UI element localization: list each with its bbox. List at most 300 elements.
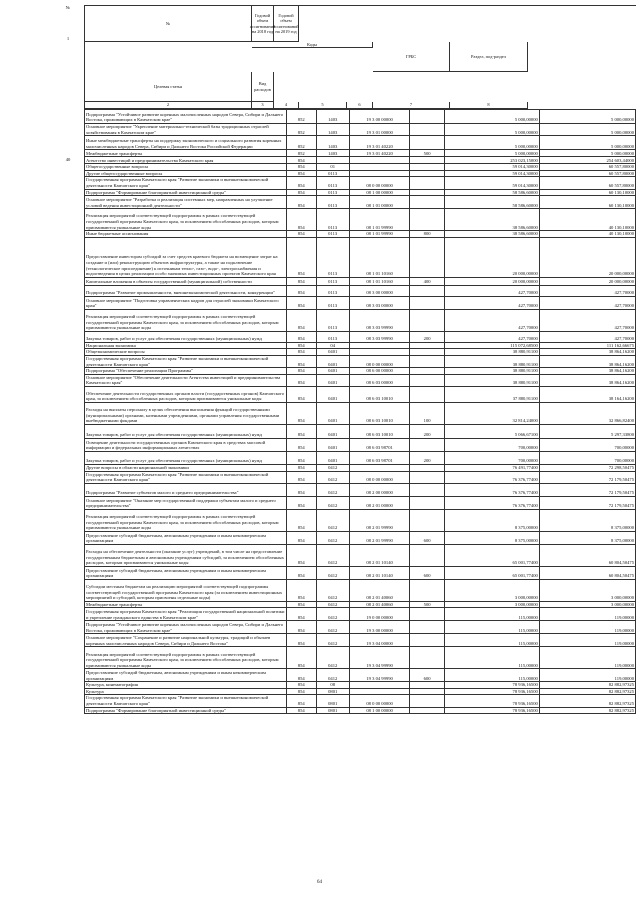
row-amount-2018: 59 014,30000 [444,170,539,177]
row-name: Межбюджетные трансферты [85,150,287,157]
row-amount-2019: 5 000,00000 [539,124,635,136]
row-expense-type [410,438,444,451]
header-vr: Вид расходов [252,72,274,102]
header-year-2018: Годовой объем ассигнований на 2018 год [252,6,274,42]
row-target-article [349,349,410,356]
row-target-article: 08 1 01 99990 [349,231,410,238]
row-target-article [349,164,410,171]
row-name: Закупка товаров, работ и услуг для обеспечения государственных (муниципальных) нужд [85,424,287,438]
table-row [85,682,636,689]
table-row [85,634,636,647]
row-expense-type [410,349,444,356]
row-amount-2018: 3 000,00000 [444,601,539,608]
row-expense-type [410,136,444,150]
row-amount-2018: 37 880,91100 [444,386,539,402]
row-amount-2018: 5 000,00000 [444,124,539,136]
header-grbs: ГРБС [373,42,450,72]
table-row [85,544,636,566]
row-razdel: 0412 [316,544,349,566]
row-amount-2018: 78 936,16500 [444,682,539,689]
row-expense-type [410,471,444,483]
row-amount-2019: 38 164,16200 [539,386,635,402]
table-row [85,669,636,682]
row-name: Подпрограмма "Развитие субъектов малого и среднего предпринимательства" [85,483,287,496]
row-name: Закупка товаров, работ и услуг для обеспечения государственных (муниципальных) нужд [85,331,287,342]
table-row [85,196,636,209]
row-amount-2018: 115,00000 [444,647,539,669]
row-razdel: 0412 [316,669,349,682]
header-year-2019: Годовой объем ассигнований на 2019 год [274,6,299,42]
table-row [85,296,636,309]
row-name: Реализация мероприятий соответствующей подпрограммы в рамках соответствующей государственной программы Камчатского края, за исключением обособленных расходов, которым присваиваются уникальные коды [85,309,287,331]
row-target-article: 08 2 00 00000 [349,483,410,496]
row-amount-2019: 60 130,10000 [539,189,635,196]
row-grbs: 854 [286,608,316,621]
row-amount-2018: 38 880,91100 [444,349,539,356]
row-razdel: 08 [316,682,349,689]
row-target-article: 08 0 00 00000 [349,355,410,367]
row-grbs: 854 [286,471,316,483]
table-row [85,566,636,579]
row-grbs: 852 [286,124,316,136]
row-razdel: 0401 [316,349,349,356]
budget-table [84,109,636,714]
row-target-article: 08 6 03 00000 [349,374,410,386]
row-razdel: 0113 [316,277,349,285]
row-grbs: 854 [286,402,316,424]
header-codes: Коды [252,42,373,48]
row-amount-2019: 82 882,97325 [539,688,635,695]
row-expense-type [410,355,444,367]
row-expense-type: 200 [410,451,444,464]
table-row [85,209,636,231]
row-amount-2019: 427,70000 [539,285,635,296]
row-razdel: 0113 [316,189,349,196]
row-amount-2018: 38 586,60000 [444,209,539,231]
row-razdel: 0412 [316,531,349,544]
row-expense-type [410,608,444,621]
row-name: Предоставление субсидий бюджетным, автономным учреждениям и иным некоммерческим организациям [85,566,287,579]
row-amount-2019: 38 864,16200 [539,368,635,375]
row-grbs: 854 [286,438,316,451]
row-grbs: 854 [286,355,316,367]
row-amount-2019: 427,70000 [539,331,635,342]
row-name: Основное мероприятие "Подготовка управленческих кадров для отраслей экономики Камчатского края" [85,296,287,309]
table-header [84,5,636,102]
table-row [85,464,636,471]
row-razdel: 0801 [316,695,349,707]
table-row [85,386,636,402]
col-num: 6 [347,102,373,109]
table-row [85,374,636,386]
row-expense-type [410,509,444,531]
row-expense-type [410,189,444,196]
row-name: Основное мероприятие "Оказание мер государственной поддержки субъектам малого и среднего предпринимательства" [85,496,287,509]
table-row [85,531,636,544]
row-grbs: 854 [286,682,316,689]
row-amount-2018: 700,00000 [444,451,539,464]
row-grbs: 854 [286,634,316,647]
row-target-article: 08 2 01 10140 [349,566,410,579]
row-expense-type [410,688,444,695]
row-name: Культура, кинематография [85,682,287,689]
row-amount-2018: 115,00000 [444,634,539,647]
row-name: Государственная программа Камчатского края "Развитие экономики и внешнеэкономической деятельности Камчатского края" [85,695,287,707]
row-amount-2019: 60 804,50475 [539,566,635,579]
row-amount-2019: 119,00000 [539,621,635,634]
row-amount-2018: 115,00000 [444,621,539,634]
row-amount-2019: 427,70000 [539,296,635,309]
row-razdel: 0412 [316,496,349,509]
row-expense-type [410,164,444,171]
header-no-left: № [65,5,71,10]
table-row [85,189,636,196]
row-target-article: 08 1 01 10160 [349,277,410,285]
row-name: Основное мероприятие "Разработка и реализация системных мер, направленных на улучшение условий ведения инвестиционной деятельности" [85,196,287,209]
row-razdel: 0401 [316,438,349,451]
row-razdel: 0401 [316,386,349,402]
row-name: Расходы на обеспечение деятельности (оказание услуг) учреждений, в том числе на предоставление государственным бюджетным и автономным учреждениям субсидий, за исключением обособленных расходов, которым присваиваются уникальные коды [85,544,287,566]
row-target-article: 08 3 03 00000 [349,296,410,309]
row-name: Подпрограмма "Развитие промышленности, внешнеэкономической деятельности, конкуренции" [85,285,287,296]
row-expense-type [410,342,444,349]
row-amount-2018: 38 586,60000 [444,231,539,238]
row-razdel: 1403 [316,150,349,157]
row-expense-type: 400 [410,277,444,285]
row-expense-type [410,237,444,277]
row-amount-2018: 3 000,00000 [444,579,539,601]
row-razdel: 0412 [316,608,349,621]
row-name: Национальная экономика [85,342,287,349]
row-amount-2019: 111 162,66675 [539,342,635,349]
row-name: Подпрограмма "Формирование благоприятной инвестиционной среды" [85,707,287,714]
row-razdel: 0412 [316,483,349,496]
row-amount-2018: 700,00000 [444,438,539,451]
row-amount-2018: 5 066,67100 [444,424,539,438]
row-name: Государственная программа Камчатского края "Реализация государственной национальной политики и укрепление гражданского единства в Камчатском крае" [86,609,285,620]
row-razdel: 0113 [316,177,349,189]
row-target-article: 08 1 01 00000 [349,196,410,209]
row-amount-2018: 427,70000 [444,296,539,309]
row-amount-2018: 8 375,00000 [444,509,539,531]
row-amount-2019: 72 298,50475 [539,464,635,471]
table-row [85,707,636,714]
row-name: Основное мероприятие "Обеспечение деятельности Агентства инвестиций и предпринимательства Камчатского края" [85,374,287,386]
row-amount-2019: 3 000,00000 [539,579,635,601]
row-amount-2019: 40 130,10000 [539,231,635,238]
row-grbs: 854 [286,695,316,707]
row-razdel: 0412 [316,464,349,471]
row-name: Реализация мероприятий соответствующей подпрограммы в рамках соответствующей государственной программы Камчатского края, за исключением обособленных расходов, которым присваиваются уникальные коды [85,647,287,669]
row-amount-2018: 5 000,00000 [444,150,539,157]
row-amount-2019: 72 179,50475 [539,483,635,496]
row-amount-2018: 38 880,91100 [444,368,539,375]
row-amount-2018: 20 000,00000 [444,237,539,277]
row-grbs: 854 [286,464,316,471]
row-amount-2019: 700,00000 [539,438,635,451]
row-expense-type [410,296,444,309]
row-expense-type [410,124,444,136]
row-target-article: 08 6 03 10010 [349,386,410,402]
row-razdel: 0401 [316,374,349,386]
row-amount-2019: 5 000,00000 [539,110,635,124]
row-target-article: 19 3 04 99990 [349,669,410,682]
row-expense-type [410,496,444,509]
row-expense-type: 800 [410,231,444,238]
row-expense-type: 600 [410,566,444,579]
row-expense-type [410,682,444,689]
row-number: 40 [65,156,71,162]
table-row [85,157,636,164]
row-name: Реализация мероприятий соответствующей подпрограммы в рамках соответствующей государственной программы Камчатского края, за исключением обособленных расходов, которым присваиваются уникальные коды [85,509,287,531]
row-target-article: 08 1 00 00000 [349,189,410,196]
row-target-article: 08 0 00 00000 [349,695,410,707]
row-razdel: 0401 [316,355,349,367]
row-expense-type [410,110,444,124]
row-name: Расходы на выплаты персоналу в целях обеспечения выполнения функций государственными (муниципальными) органами, казенными учреждениями, органами управления государственными внебюджетными фондами [85,402,287,424]
row-name: Государственная программа Камчатского края "Развитие экономики и внешнеэкономической деятельности Камчатского края" [85,471,287,483]
table-row [85,150,636,157]
row-target-article: 08 3 00 00000 [349,285,410,296]
row-razdel: 0113 [316,296,349,309]
row-amount-2018: 20 000,00000 [444,277,539,285]
row-razdel: 0113 [316,285,349,296]
row-amount-2019: 82 882,97325 [539,682,635,689]
header-razdel: Раздел, под-раздел [450,42,528,72]
row-amount-2018: 115,00000 [444,669,539,682]
table-row [85,451,636,464]
row-amount-2018: 427,70000 [444,285,539,296]
table-row [85,177,636,189]
row-target-article: 08 2 01 40060 [349,579,410,601]
row-amount-2019: 119,00000 [539,634,635,647]
row-grbs: 854 [286,621,316,634]
table-row [85,368,636,375]
row-target-article: 19 3 01 00000 [349,124,410,136]
row-name: Другие общегосударственные вопросы [85,170,287,177]
row-amount-2019: 3 000,00000 [539,601,635,608]
table-row [85,579,636,601]
row-razdel: 0113 [316,196,349,209]
row-razdel: 0401 [316,451,349,464]
row-amount-2018: 78 936,16500 [444,707,539,714]
row-target-article: 08 6 00 00000 [349,368,410,375]
row-amount-2018: 253 023,15000 [444,157,539,164]
row-name: Основное мероприятие "Сохранение и развитие национальной культуры, традиций и обычаев коренных малочисленных народов Севера, Сибири и Дальнего Востока" [85,634,287,647]
row-amount-2019: 254 603,44000 [539,157,635,164]
row-target-article: 19 3 00 00000 [349,110,410,124]
row-grbs: 854 [286,209,316,231]
table-row [85,621,636,634]
row-amount-2019: 427,70000 [539,309,635,331]
table-row [85,402,636,424]
col-num: 8 [450,102,528,109]
row-amount-2019: 72 179,50475 [539,471,635,483]
row-amount-2018: 76 376,77400 [444,483,539,496]
row-expense-type [410,707,444,714]
row-expense-type [410,368,444,375]
row-grbs: 854 [286,277,316,285]
row-expense-type [410,647,444,669]
row-grbs: 854 [286,309,316,331]
col-num: 2 [85,102,252,109]
row-target-article: 08 0 00 00000 [349,177,410,189]
table-row [85,110,636,124]
row-razdel: 1403 [316,110,349,124]
row-amount-2019: 5 000,00000 [539,150,635,157]
row-grbs: 854 [286,601,316,608]
row-grbs: 854 [286,374,316,386]
table-row [85,695,636,707]
row-razdel: 0412 [316,471,349,483]
table-row [85,342,636,349]
row-grbs: 854 [286,566,316,579]
column-number-row [84,102,636,109]
row-amount-2019: 82 882,97325 [539,695,635,707]
row-target-article: 08 2 01 00000 [349,496,410,509]
row-grbs: 854 [286,386,316,402]
row-amount-2018: 59 014,30000 [444,177,539,189]
header-cs: Целевая статья [85,72,252,102]
row-target-article: 08 2 01 99990 [349,531,410,544]
budget-table-body [85,110,636,714]
row-grbs: 854 [286,424,316,438]
table-row [85,688,636,695]
row-grbs: 854 [286,296,316,309]
row-amount-2019: 38 864,16200 [539,349,635,356]
row-target-article [349,157,410,164]
row-razdel: 0113 [316,331,349,342]
row-amount-2018: 5 000,00000 [444,136,539,150]
row-name: Общегосударственные вопросы [85,164,287,171]
table-row [85,509,636,531]
row-grbs: 854 [286,707,316,714]
row-target-article [349,464,410,471]
col-num-1: 1 [66,36,70,41]
row-razdel: 0113 [316,237,349,277]
table-row [85,608,636,621]
row-razdel: 0412 [316,509,349,531]
row-name: Предоставление субсидий бюджетным, автономным учреждениям и иным некоммерческим организациям [85,531,287,544]
row-target-article: 08 2 01 99990 [349,509,410,531]
row-name: Культура [85,688,287,695]
row-razdel: 0401 [316,424,349,438]
row-grbs: 854 [286,331,316,342]
row-name: Агентство инвестиций и предпринимательства Камчатского края [85,157,287,164]
row-grbs: 854 [286,349,316,356]
row-grbs: 854 [286,579,316,601]
row-target-article: 08 3 03 99990 [349,331,410,342]
row-expense-type [410,177,444,189]
table-row [85,601,636,608]
row-expense-type [410,285,444,296]
row-target-article [349,342,410,349]
row-amount-2019: 119,00000 [539,669,635,682]
row-grbs: 854 [286,285,316,296]
row-target-article: 19 3 01 40220 [349,136,410,150]
row-name: Подпрограмма "Устойчивое развитие коренных малочисленных народов Севера, Сибири и Дальнего Востока, проживающих в Камчатском крае" [85,110,287,124]
row-grbs: 854 [286,196,316,209]
table-row [85,424,636,438]
row-amount-2019: 60 804,50475 [539,544,635,566]
row-amount-2018: 115,00000 [444,608,539,621]
table-row [85,647,636,669]
row-amount-2018: 78 936,16500 [444,695,539,707]
table-row [85,285,636,296]
row-expense-type [410,209,444,231]
row-grbs: 854 [286,531,316,544]
row-target-article: 08 1 00 00000 [349,707,410,714]
row-name: Государственная программа Камчатского края "Развитие экономики и внешнеэкономической деятельности Камчатского края" [85,177,287,189]
table-row [85,124,636,136]
row-grbs: 852 [286,110,316,124]
row-target-article: 19 0 00 00000 [349,608,410,621]
row-razdel: 0401 [316,402,349,424]
row-name: Освещение деятельности государственных органов Камчатского края в средствах массовой информации и федеральных информационных агентствах [85,438,287,451]
row-razdel: 0113 [316,170,349,177]
row-expense-type: 500 [410,601,444,608]
table-row [85,471,636,483]
row-amount-2018: 427,70000 [444,331,539,342]
row-amount-2019: 5 000,00000 [539,136,635,150]
row-grbs: 854 [286,544,316,566]
row-grbs: 854 [286,237,316,277]
row-amount-2018: 38 880,91100 [444,355,539,367]
row-amount-2019: 700,00000 [539,451,635,464]
row-grbs: 854 [286,647,316,669]
row-grbs: 854 [286,157,316,164]
row-expense-type: 500 [410,150,444,157]
row-amount-2018: 76 376,77400 [444,496,539,509]
row-name: Субсидии местным бюджетам на реализацию мероприятий соответствующей подпрограммы соответствующей государственной программы Камчатского края (за исключением инвестиционных мероприятий и субсидий, которым присвоены отдельные коды) [85,579,287,601]
table-row [85,496,636,509]
row-razdel: 1403 [316,124,349,136]
row-grbs: 854 [286,342,316,349]
row-amount-2018: 76 491,77400 [444,464,539,471]
row-expense-type [410,579,444,601]
table-row [85,170,636,177]
row-target-article [349,688,410,695]
row-name: Предоставление инвесторам субсидий за счет средств краевого бюджета на возмещение затрат на создание и (или) реконструкцию объектов инфраструктуры, а также на подключение (технологическое присоединение) к источникам тепло-, газо-, водо-, электроснабжения и водоотведения в целях реализации особо значимых инвестиционных проектов Камчатского края [85,237,287,277]
row-name: Реализация мероприятий соответствующей подпрограммы в рамках соответствующей государственной программы Камчатского края, за исключением обособленных расходов, которым присваиваются уникальные коды [85,209,287,231]
table-row [85,331,636,342]
budget-sheet [84,5,636,714]
row-grbs: 854 [286,164,316,171]
row-expense-type [410,695,444,707]
row-target-article: 08 1 01 10160 [349,237,410,277]
row-amount-2018: 78 936,16500 [444,688,539,695]
row-amount-2019: 8 375,00000 [539,509,635,531]
row-razdel: 0801 [316,707,349,714]
row-grbs: 854 [286,669,316,682]
row-amount-2018: 115 072,68500 [444,342,539,349]
table-row [85,483,636,496]
col-num: 3 [252,102,274,109]
row-amount-2018: 427,70000 [444,309,539,331]
row-name: Предоставление субсидий бюджетным, автономным учреждениям и иным некоммерческим организациям [85,669,287,682]
row-expense-type: 200 [410,331,444,342]
row-amount-2019: 38 864,16200 [539,374,635,386]
row-razdel: 0412 [316,621,349,634]
row-target-article: 08 6 03 10010 [349,402,410,424]
row-grbs: 854 [286,483,316,496]
row-target-article: 08 6 03 10010 [349,424,410,438]
row-target-article: 08 6 03 98701 [349,438,410,451]
row-expense-type: 100 [410,402,444,424]
table-row [85,231,636,238]
row-expense-type: 600 [410,531,444,544]
row-target-article [349,682,410,689]
